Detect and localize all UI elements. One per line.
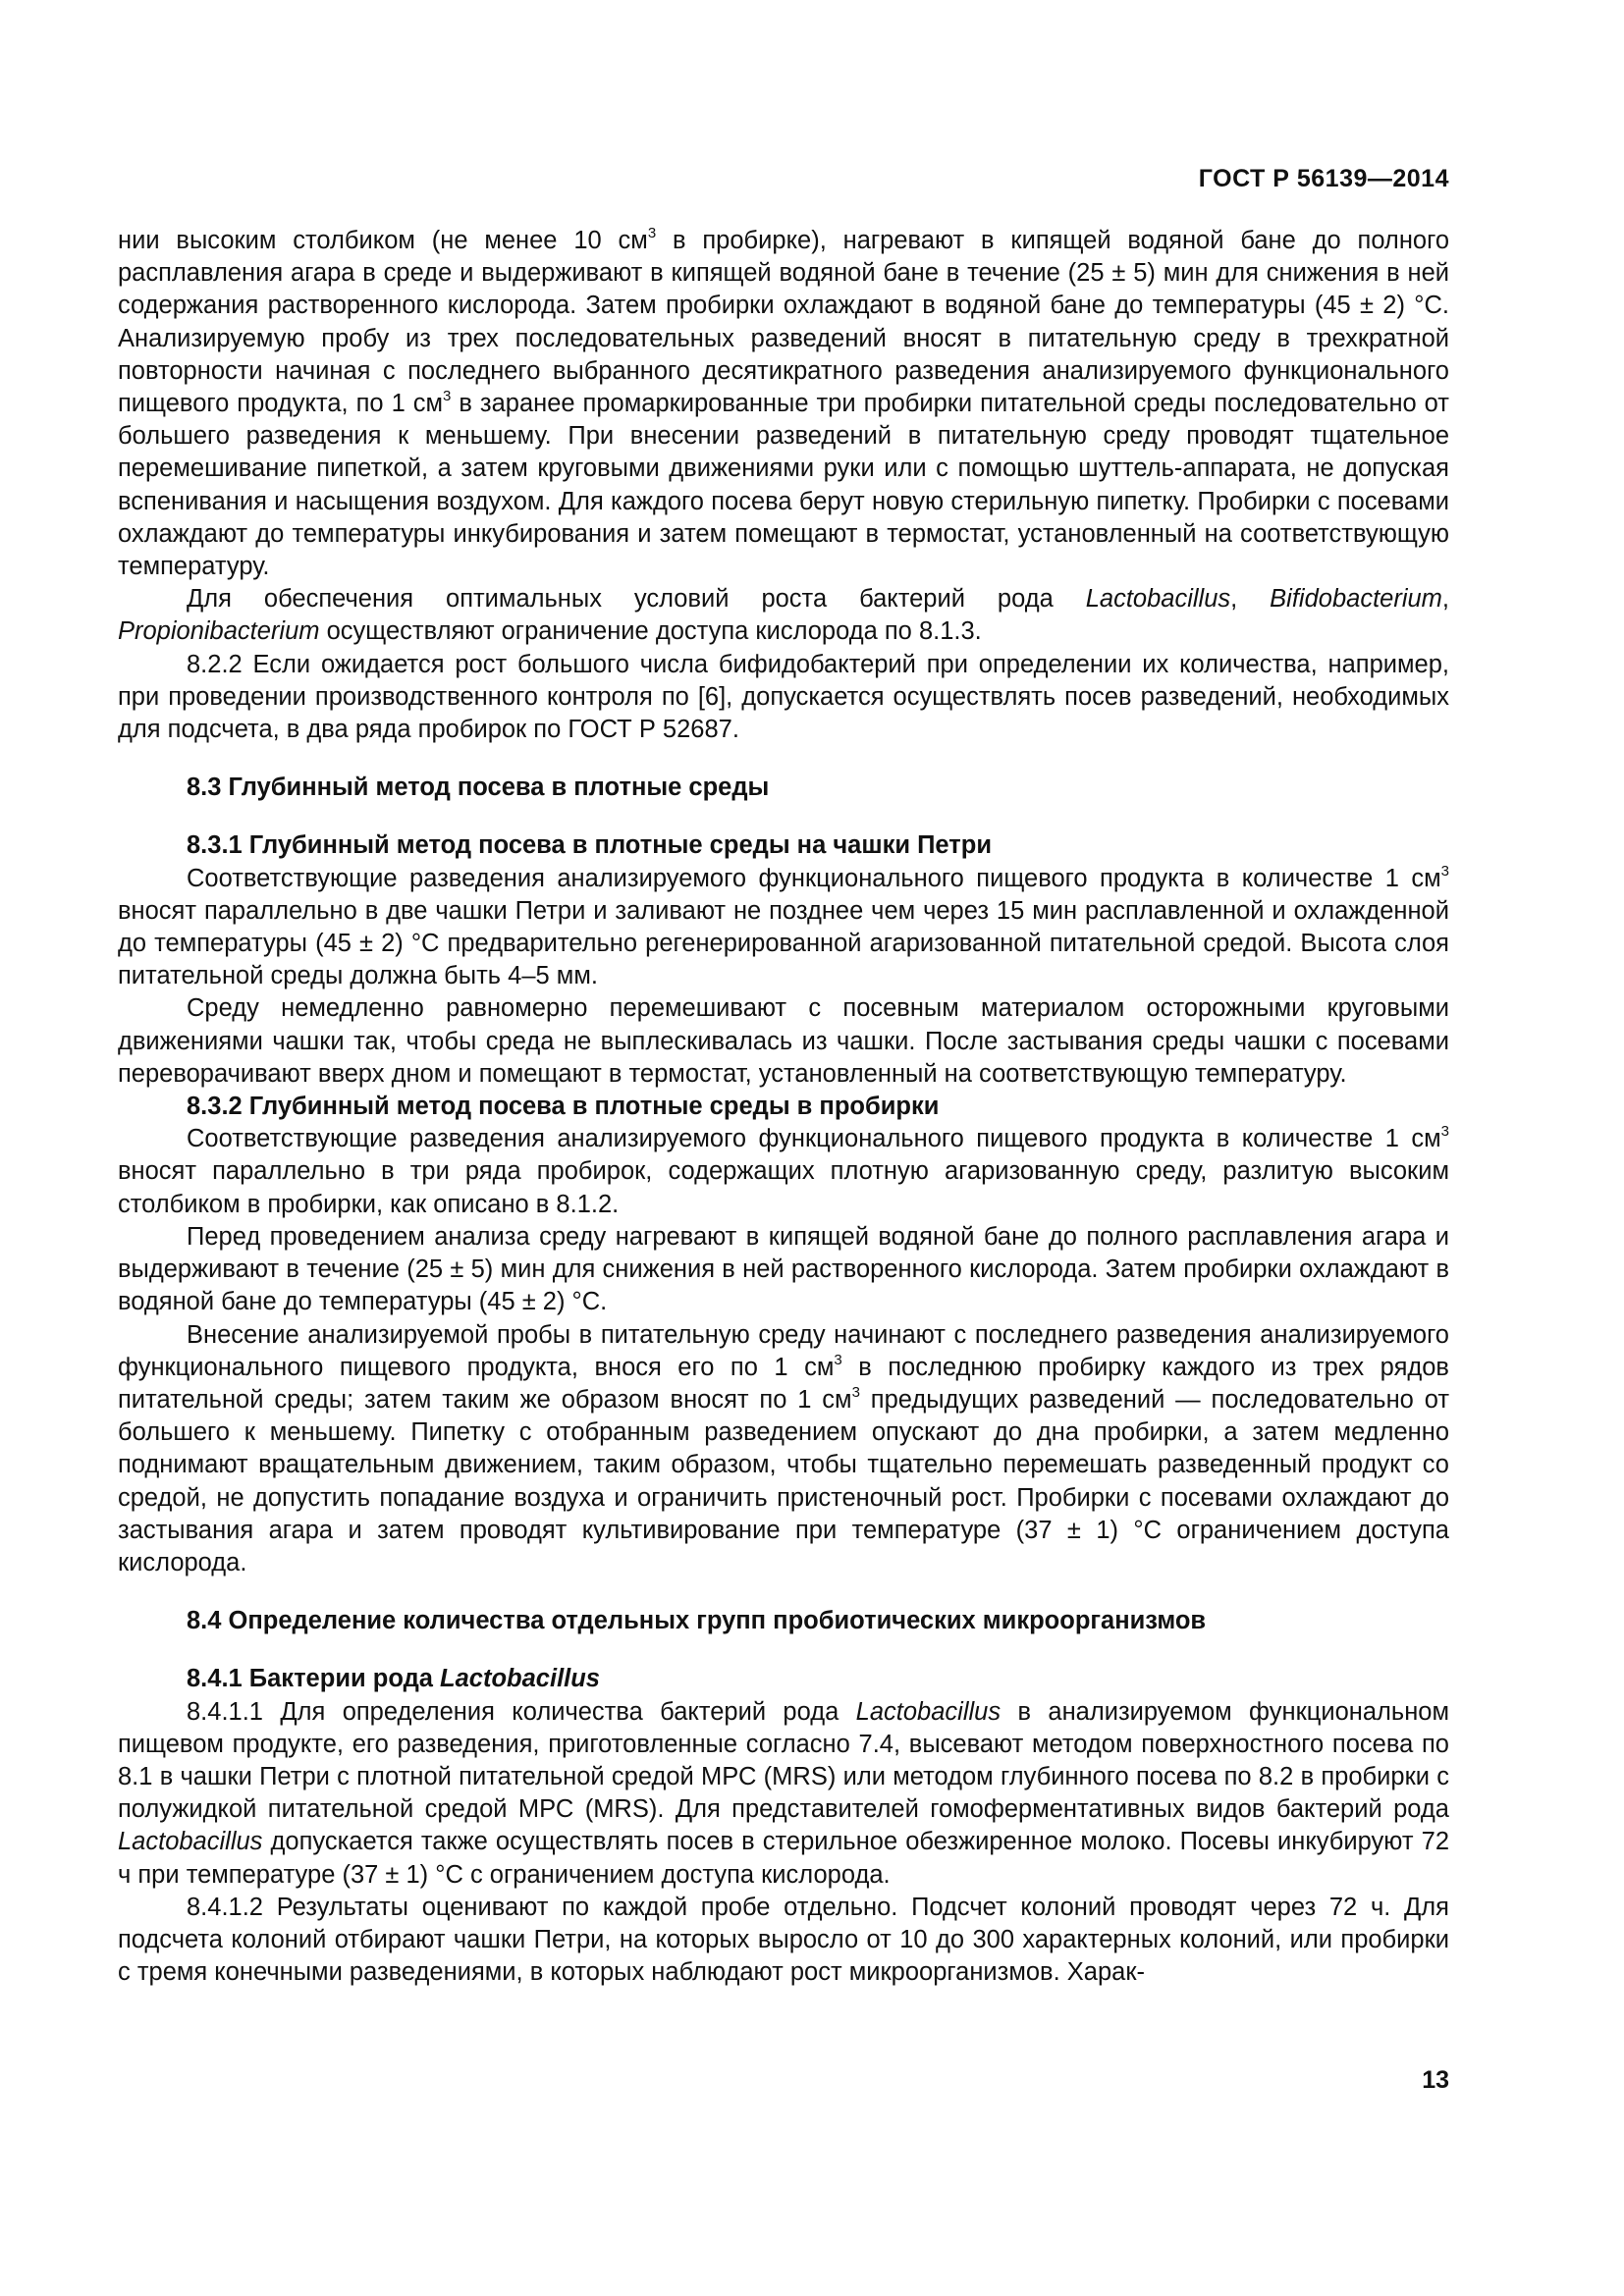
- paragraph-tubes: Соответствующие разведения анализируемого функционального пищевого продукта в количестве 1 $см^3$ вносят параллельно в три ряда пробирок, содержащих плотную агаризованную среду, разлитую высоким столбиком в пробирки, как описано в 8.1.2.: [118, 1123, 1449, 1218]
- heading-8-4: 8.4 Определение количества отдельных групп пробиотических микроорганизмов: [187, 1607, 1207, 1635]
- heading-8-3-1: 8.3.1 Глубинный метод посева в плотные среды на чашки Петри: [187, 831, 993, 860]
- page-number: 13: [1422, 2066, 1449, 2094]
- paragraph-8-2-2: 8.2.2 Если ожидается рост большого числа бифидобактерий при определении их количества, например, при проведении производственного контроля по [6], допускается осуществлять посев разведений, необходимых для подсчета, в два ряда пробирок по ГОСТ Р 52687.: [118, 650, 1449, 744]
- paragraph-8-4-1-2: 8.4.1.2 Результаты оценивают по каждой пробе отдельно. Подсчет колоний проводят через 72 ч. Для подсчета колоний отбирают чашки Петри, на которых выросло от 10 до 300 характерных колоний, или пробирки с тремя конечными разведениями, в которых наблюдают рост микроорганизмов. Харак-: [118, 1893, 1449, 1987]
- document-body: [118, 225, 1449, 1989]
- paragraph-heating: Перед проведением анализа среду нагревают в кипящей водяной бане до полного расплавления агара и выдерживают в течение (25 ± 5) мин для снижения в ней растворенного кислорода. Затем пробирки охлаждают в водяной бане до температуры (45 ± 2) °С.: [118, 1222, 1449, 1316]
- paragraph-oxygen-limitation: Для обеспечения оптимальных условий роста бактерий рода Lactobacillus, Bifidobacterium, Propionibacterium осуществляют ограничение доступа кислорода по 8.1.3.: [118, 585, 1450, 646]
- paragraph-inoculation: Внесение анализируемой пробы в питательную среду начинают с последнего разведения анализируемого функционального пищевого продукта, внося его по 1 $см^3$ в последнюю пробирку каждого из трех рядов питательной среды; затем таким же образом вносят по 1 $см^3$ предыдущих разведений — последовательно от большего к меньшему. Пипетку с отобранным разведением опускают до дна пробирки, а затем медленно поднимают вращательным движением, таким образом, чтобы тщательно перемешать разведенный продукт со средой, не допустить попадание воздуха и ограничить пристеночный рост. Пробирки с посевами охлаждают до застывания агара и затем проводят культивирование при температуре (37 ± 1) °С ограничением доступа кислорода.: [118, 1320, 1449, 1576]
- document-code-header: ГОСТ Р 56139—2014: [1198, 165, 1449, 192]
- heading-8-3-2: 8.3.2 Глубинный метод посева в плотные среды в пробирки: [187, 1093, 940, 1121]
- paragraph-8-4-1-1: 8.4.1.1 Для определения количества бактерий рода Lactobacillus в анализируемом функциональном пищевом продукте, его разведения, приготовленные согласно 7.4, высевают методом поверхностного посева по 8.1 в чашки Петри с плотной питательной средой МРС (MRS) или методом глубинного посева по 8.2 в пробирки с полужидкой питательной средой МРС (MRS). Для представителей гомоферментативных видов бактерий рода Lactobacillus допускается также осуществлять посев в стерильное обезжиренное молоко. Посевы инкубируют 72 ч при температуре (37 ± 1) °С с ограничением доступа кислорода.: [118, 1697, 1449, 1889]
- heading-8-3: 8.3 Глубинный метод посева в плотные среды: [187, 774, 770, 802]
- paragraph-continuation: нии высоким столбиком (не менее 10 $см^3$ в пробирке), нагревают в кипящей водяной бане до полного расплавления агара в среде и выдерживают в кипящей водяной бане в течение (25 ± 5) мин для снижения в ней содержания растворенного кислорода. Затем пробирки охлаждают в водяной бане до температуры (45 ± 2) °С. Анализируемую пробу из трех последовательных разведений вносят в питательную среду в трехкратной повторности начиная с последнего выбранного десятикратного разведения анализируемого функционального пищевого продукта, по 1 $см^3$ в заранее промаркированные три пробирки питательной среды последовательно от большего разведения к меньшему. При внесении разведений в питательную среду проводят тщательное перемешивание пипеткой, а затем круговыми движениями руки или с помощью шуттель-аппарата, не допуская вспенивания и насыщения воздухом. Для каждого посева берут новую стерильную пипетку. Пробирки с посевами охлаждают до температуры инкубирования и затем помещают в термостат, установленный на соответствующую температуру.: [118, 225, 1450, 581]
- heading-8-4-1: 8.4.1 Бактерии рода Lactobacillus: [187, 1665, 600, 1693]
- paragraph-mixing: Среду немедленно равномерно перемешивают с посевным материалом осторожными круговыми движениями чашки так, чтобы среда не выплескивалась из чашки. После застывания среды чашки с посевами переворачивают вверх дном и помещают в термостат, установленный на соответствующую температуру.: [118, 994, 1449, 1088]
- paragraph-petri-dishes: Соответствующие разведения анализируемого функционального пищевого продукта в количестве 1 $см^3$ вносят параллельно в две чашки Петри и заливают не позднее чем через 15 мин расплавленной и охлажденной до температуры (45 ± 2) °С предварительно регенерированной агаризованной питательной средой. Высота слоя питательной среды должна быть 4–5 мм.: [118, 862, 1449, 990]
